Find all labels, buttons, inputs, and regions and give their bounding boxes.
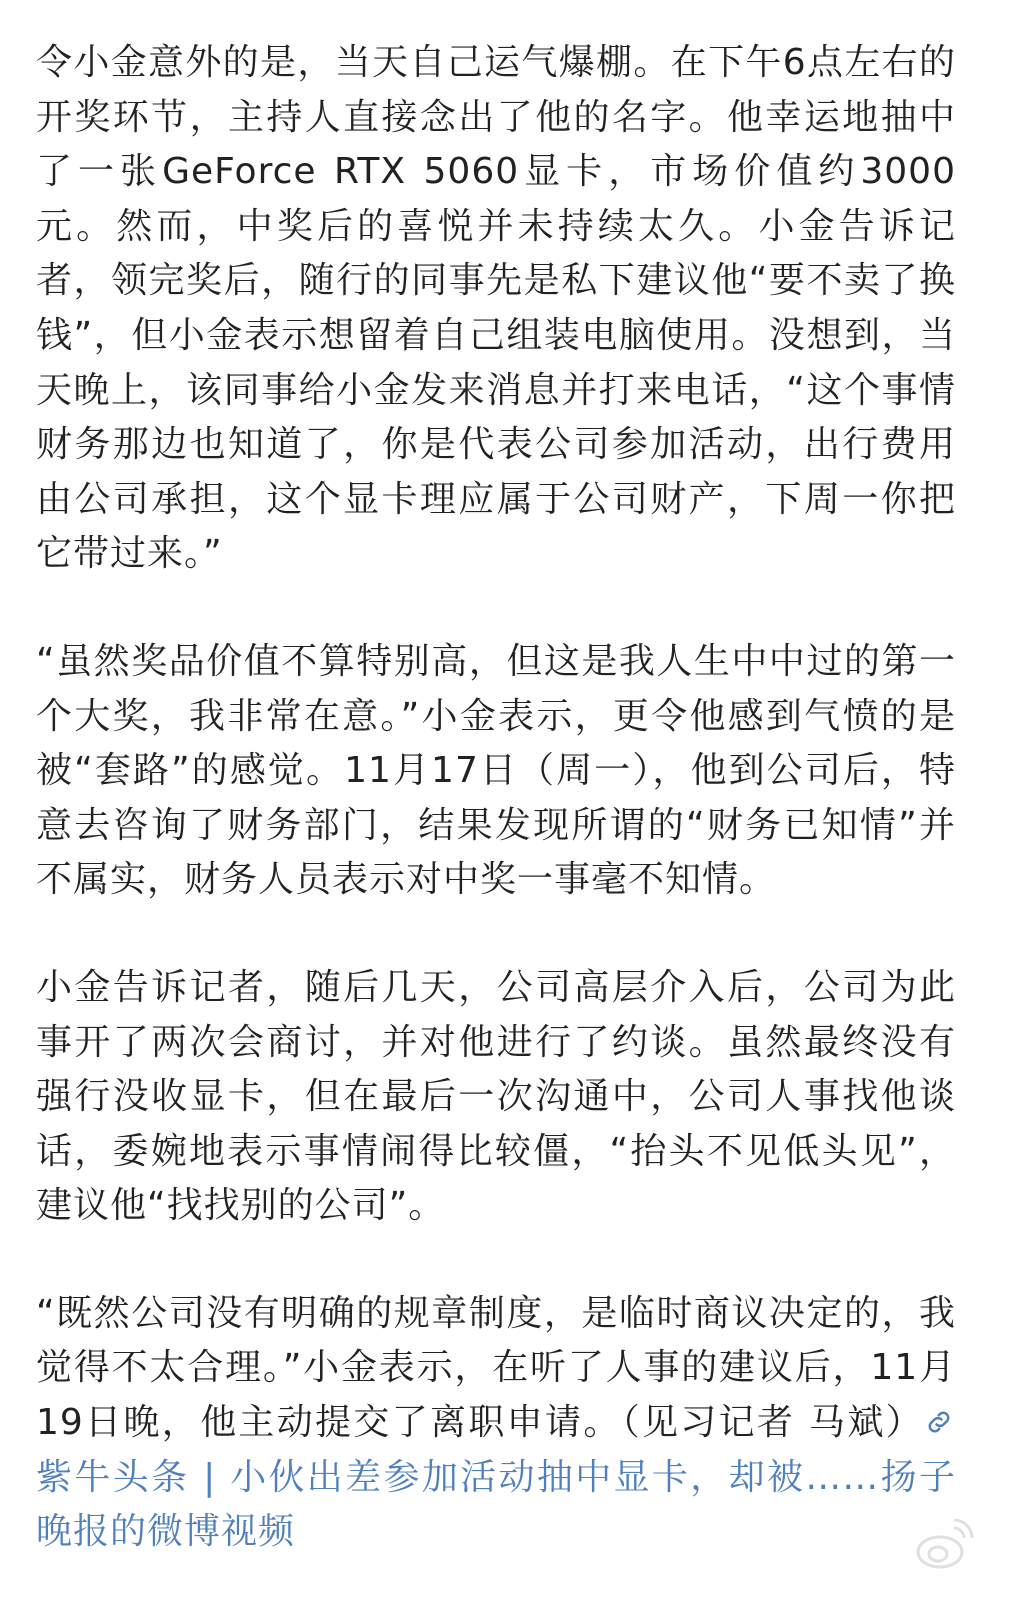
weibo-video-link-label: 紫牛头条 | 小伙出差参加活动抽中显卡，却被……扬子晚报的微博视频 [36, 1456, 956, 1553]
paragraph-4-text: “既然公司没有明确的规章制度，是临时商议决定的，我觉得不太合理。”小金表示，在听了人事的建议后，11月19日晚，他主动提交了离职申请。（见习记者 马斌） [36, 1292, 956, 1444]
paragraph-3: 小金告诉记者，随后几天，公司高层介入后，公司为此事开了两次会商讨，并对他进行了约谈。虽然最终没有强行没收显卡，但在最后一次沟通中，公司人事找他谈话，委婉地表示事情闹得比较僵，“抬头不见低头见”，建议他“找找别的公司”。 [36, 966, 956, 1227]
paragraph-1: 令小金意外的是，当天自己运气爆棚。在下午6点左右的开奖环节，主持人直接念出了他的名字。他幸运地抽中了一张GeForce RTX 5060显卡，市场价值约3000元。然而，中奖后的喜悦并未持续太久。小金告诉记者，领完奖后，随行的同事先是私下建议他“要不卖了换钱”，但小金表示想留着自己组装电脑使用。没想到，当天晚上，该同事给小金发来消息并打来电话，“这个事情财务那边也知道了，你是代表公司参加活动，出行费用由公司承担，这个显卡理应属于公司财产，下周一你把它带过来。” [36, 42, 956, 575]
paragraph-2: “虽然奖品价值不算特别高，但这是我人生中中过的第一个大奖，我非常在意。”小金表示，更令他感到气愤的是被“套路”的感觉。11月17日（周一），他到公司后，特意去咨询了财务部门，结果发现所谓的“财务已知情”并不属实，财务人员表示对中奖一事毫不知情。 [36, 640, 956, 901]
paragraph-4 [36, 1287, 956, 1560]
article-body [36, 36, 956, 1560]
weibo-watermark-icon [910, 1514, 974, 1578]
link-icon [924, 1407, 954, 1437]
bottom-fade [0, 1584, 1020, 1624]
